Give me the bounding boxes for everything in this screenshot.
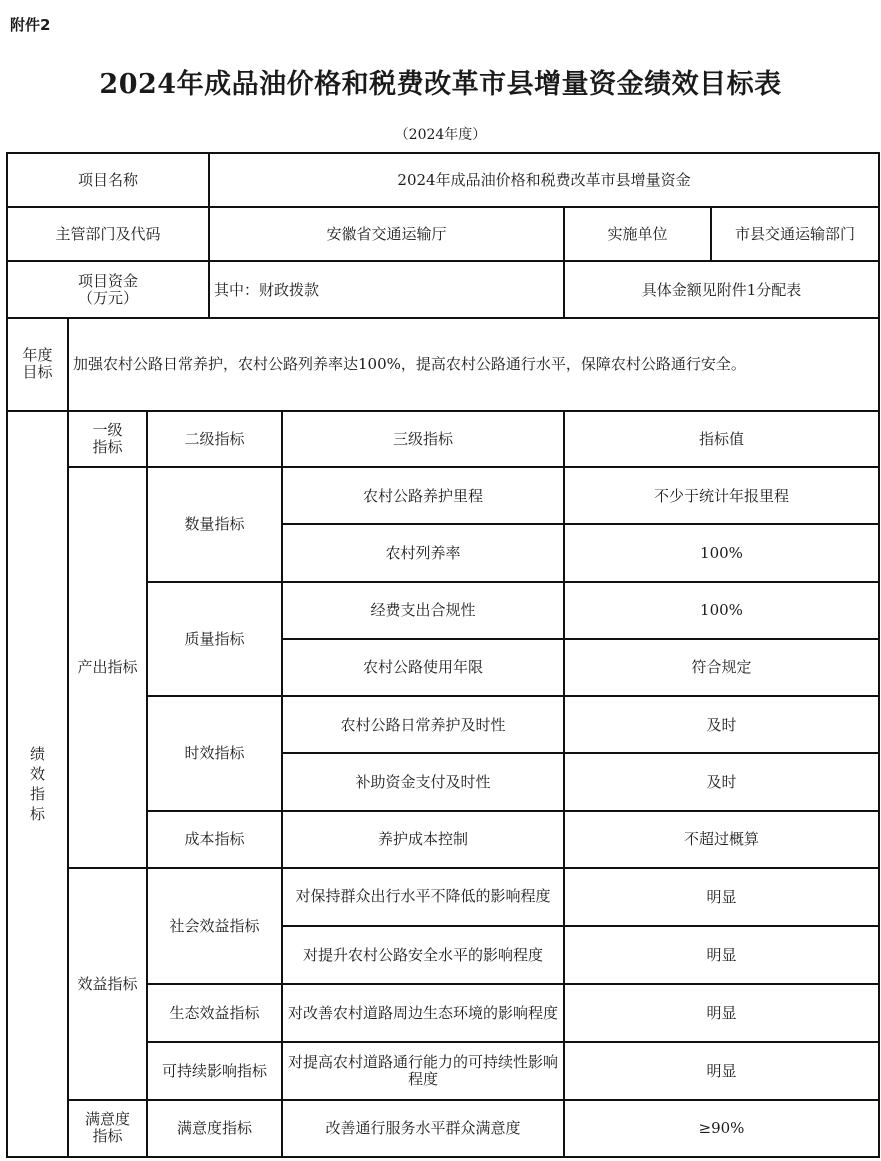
level3-cell: 对保持群众出行水平不降低的影响程度 [282, 868, 564, 926]
annual-goal-label-line2: 目标 [22, 363, 53, 382]
annual-goal-label-line1: 年度 [22, 346, 53, 365]
side-label-char: 标 [29, 804, 45, 823]
implementer-value: 市县交通运输部门 [711, 207, 879, 261]
quality-indicator-cell: 质量指标 [147, 582, 282, 696]
annual-goal-label [7, 318, 68, 411]
header-level1 [68, 411, 147, 467]
value-cell: 不超过概算 [564, 811, 879, 868]
header-level2: 二级指标 [147, 411, 282, 467]
value-cell: 明显 [564, 926, 879, 984]
performance-indicator-side-label [7, 411, 68, 1157]
project-name-row [7, 153, 879, 207]
implementer-label: 实施单位 [564, 207, 711, 261]
level3-cell: 经费支出合规性 [282, 582, 564, 639]
fund-label [7, 261, 209, 317]
fund-value: 其中：财政拨款 [209, 261, 564, 317]
performance-target-table [6, 152, 880, 1158]
level3-cell: 对改善农村道路周边生态环境的影响程度 [282, 984, 564, 1042]
satisfaction-level2-cell: 满意度指标 [147, 1100, 282, 1157]
output-indicator-cell: 产出指标 [68, 467, 147, 868]
attachment-label: 附件2 [10, 16, 51, 34]
level3-cell: 农村公路日常养护及时性 [282, 696, 564, 753]
value-cell: 及时 [564, 753, 879, 810]
value-cell: 不少于统计年报里程 [564, 467, 879, 524]
project-name-label: 项目名称 [7, 153, 209, 207]
value-cell: 100% [564, 524, 879, 581]
header-level3: 三级指标 [282, 411, 564, 467]
fund-note: 具体金额见附件1分配表 [564, 261, 879, 317]
document-title: 2024年成品油价格和税费改革市县增量资金绩效目标表 [99, 69, 782, 100]
level3-cell: 补助资金支付及时性 [282, 753, 564, 810]
year-note: （2024年度） [394, 127, 487, 143]
table-row [7, 1100, 879, 1157]
indicator-header-row [7, 411, 879, 467]
level3-cell: 农村公路使用年限 [282, 639, 564, 696]
project-name-value: 2024年成品油价格和税费改革市县增量资金 [209, 153, 879, 207]
level3-cell: 养护成本控制 [282, 811, 564, 868]
table-row [7, 467, 879, 524]
header-level1-line1: 一级 [92, 421, 123, 440]
fund-label-line2: （万元） [77, 288, 138, 307]
value-cell: 明显 [564, 984, 879, 1042]
side-label-char: 绩 [29, 744, 45, 763]
ecological-benefit-cell: 生态效益指标 [147, 984, 282, 1042]
cost-indicator-cell: 成本指标 [147, 811, 282, 868]
fund-row [7, 261, 879, 317]
value-cell: 及时 [564, 696, 879, 753]
level3-cell: 农村列养率 [282, 524, 564, 581]
timeliness-indicator-cell: 时效指标 [147, 696, 282, 810]
annual-goal-text: 加强农村公路日常养护，农村公路列养率达100%，提高农村公路通行水平，保障农村公路通行安全。 [68, 318, 879, 411]
annual-goal-row [7, 318, 879, 411]
level3-cell: 对提高农村道路通行能力的可持续性影响程度 [282, 1042, 564, 1099]
benefit-indicator-cell: 效益指标 [68, 868, 147, 1100]
value-cell: 明显 [564, 1042, 879, 1099]
table-row [7, 868, 879, 926]
department-value: 安徽省交通运输厅 [209, 207, 564, 261]
satisfaction-indicator-cell [68, 1100, 147, 1157]
sustainable-impact-cell: 可持续影响指标 [147, 1042, 282, 1099]
satisfaction-line1: 满意度 [84, 1110, 130, 1129]
value-cell: 100% [564, 582, 879, 639]
value-cell: 明显 [564, 868, 879, 926]
satisfaction-line2: 指标 [92, 1127, 123, 1146]
department-label: 主管部门及代码 [7, 207, 209, 261]
social-benefit-cell: 社会效益指标 [147, 868, 282, 984]
side-label-char: 效 [29, 764, 45, 783]
department-row [7, 207, 879, 261]
header-value: 指标值 [564, 411, 879, 467]
fund-label-line1: 项目资金 [77, 271, 138, 290]
value-cell: ≥90% [564, 1100, 879, 1157]
side-label-char: 指 [29, 784, 45, 803]
level3-cell: 改善通行服务水平群众满意度 [282, 1100, 564, 1157]
value-cell: 符合规定 [564, 639, 879, 696]
header-level1-line2: 指标 [92, 438, 123, 457]
level3-cell: 对提升农村公路安全水平的影响程度 [282, 926, 564, 984]
level3-cell: 农村公路养护里程 [282, 467, 564, 524]
quantity-indicator-cell: 数量指标 [147, 467, 282, 581]
